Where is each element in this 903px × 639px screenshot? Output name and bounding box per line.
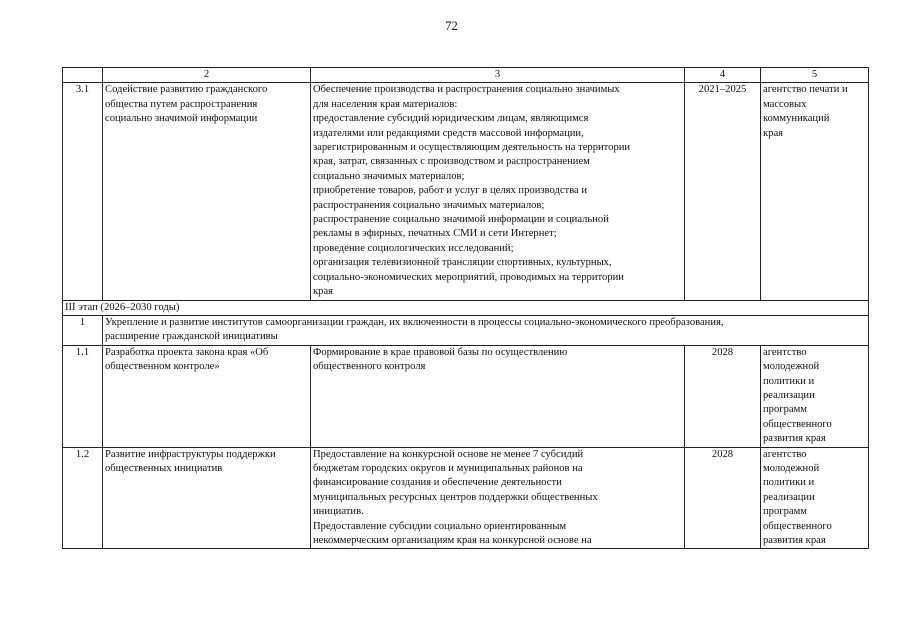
text-line: инициатив. [313,506,364,518]
text-line: расширение гражданской инициативы [105,331,278,343]
text-line: коммуникаций [763,113,830,125]
text-line: молодежной [763,361,820,373]
stage-row [63,300,869,315]
text-line: зарегистрированным и осуществляющим деятельность на территории [313,142,631,154]
text-line: распространения социально значимых материалов; [313,199,545,211]
row-number: 1 [63,315,103,345]
text-line: края [313,286,334,298]
text-line: муниципальных ресурсных центров поддержки общественных [313,491,598,503]
table-row [63,447,869,549]
text-line: предоставление субсидий юридическим лицам, являющимся [313,113,589,125]
text-line: общественном контроле» [105,361,220,373]
implementation-years: 2028 [685,447,761,549]
text-line: Укрепление и развитие институтов самоорганизации граждан, их включенности в процессы социально-экономического преобразования, [105,316,724,328]
text-line: Формирование в крае правовой базы по осуществлению [313,346,568,358]
text-line: Разработка проекта закона края «Об [105,346,269,358]
section-heading [103,315,869,345]
text-line: края, затрат, связанных с производством и распространением [313,156,590,168]
text-line: Содействие развитию гражданского [105,84,268,96]
activity-title [103,83,311,300]
text-line: реализации [763,491,815,503]
row-number: 1.2 [63,447,103,549]
section-row [63,315,869,345]
table-row [63,83,869,300]
text-line: Предоставление на конкурсной основе не менее 7 субсидий [313,448,584,460]
text-line: агентство печати и [763,84,848,96]
text-line: общественного контроля [313,361,426,373]
activity-title [103,447,311,549]
text-line: края [763,127,784,139]
text-line: общественного [763,520,832,532]
activity-content [311,447,685,549]
text-line: общественного [763,418,832,430]
responsible-agency [761,447,869,549]
text-line: для населения края материалов: [313,98,458,110]
text-line: распространение социально значимой информации и социальной [313,214,609,226]
row-number: 3.1 [63,83,103,300]
text-line: некоммерческим организациям края на конкурсной основе на [313,535,592,546]
row-number: 1.1 [63,345,103,447]
activity-content [311,83,685,300]
activity-plan-table [62,67,869,549]
text-line: социально значимой информации [105,113,258,125]
responsible-agency [761,345,869,447]
text-line: Обеспечение производства и распространения социально значимых [313,84,620,96]
text-line: агентство [763,448,807,460]
column-header: 4 [685,68,761,83]
text-line: политики и [763,375,815,387]
implementation-years: 2021–2025 [685,83,761,300]
page-number: 72 [445,19,458,33]
text-line: агентство [763,346,807,358]
text-line: социально-экономических мероприятий, проводимых на территории [313,271,624,283]
responsible-agency [761,83,869,300]
column-header [63,68,103,83]
text-line: программ [763,404,808,416]
text-line: Предоставление субсидии социально ориентированным [313,520,567,532]
text-line: общества путем распространения [105,98,258,110]
table-row [63,345,869,447]
text-line: развития края [763,433,826,445]
text-line: бюджетам городских округов и муниципальных районов на [313,462,583,474]
column-header: 3 [311,68,685,83]
stage-heading: III этап (2026–2030 годы) [63,300,869,315]
text-line: проведение социологических исследований; [313,242,514,254]
text-line: финансирование создания и обеспечение деятельности [313,477,562,489]
text-line: общественных инициатив [105,462,223,474]
column-header: 5 [761,68,869,83]
text-line: программ [763,506,808,518]
table-header-row [63,68,869,83]
text-line: молодежной [763,462,820,474]
text-line: Развитие инфраструктуры поддержки [105,448,276,460]
text-line: политики и [763,477,815,489]
text-line: приобретение товаров, работ и услуг в целях производства и [313,185,588,197]
text-line: социально значимых материалов; [313,170,465,182]
activity-content [311,345,685,447]
activity-title [103,345,311,447]
text-line: рекламы в эфирных, печатных СМИ и сети Интернет; [313,228,557,240]
text-line: реализации [763,389,815,401]
implementation-years: 2028 [685,345,761,447]
text-line: массовых [763,98,807,110]
column-header: 2 [103,68,311,83]
text-line: издателями или редакциями средств массовой информации, [313,127,584,139]
text-line: организация телевизионной трансляции спортивных, культурных, [313,257,612,269]
text-line: развития края [763,535,826,546]
